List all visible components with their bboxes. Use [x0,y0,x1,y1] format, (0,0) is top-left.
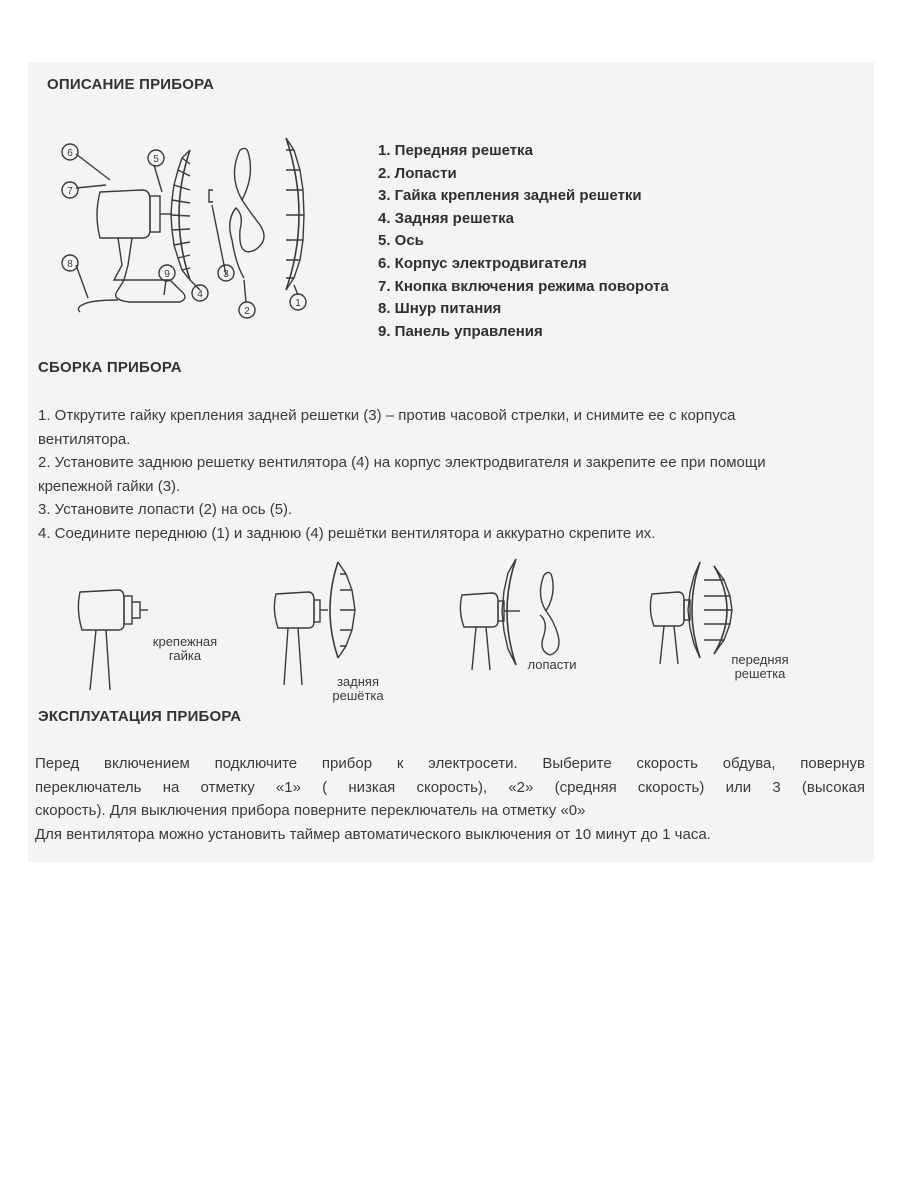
part-item: 3. Гайка крепления задней решетки [378,187,642,205]
parts-list [378,140,669,343]
step-figure-front-grille [648,560,808,685]
operation-line: Для вентилятора можно установить таймер автоматического выключения от 10 минут до 1 часа. [35,825,711,843]
fan-exploded-diagram [50,130,330,330]
step-figure-blades [458,555,608,675]
part-item: 4. Задняя решетка [378,209,515,227]
label-rear-grille-line1: задняя [336,674,380,689]
label-rear-grille-line2: решётка [332,688,384,703]
label-blades: лопасти [527,657,577,672]
operation-heading: ЭКСПЛУАТАЦИЯ ПРИБОРА [38,708,242,725]
assembly-step: 1. Открутите гайку крепления задней решетки (3) – против часовой стрелки, и снимите ее с корпуса вентилятора. [38,407,736,448]
operation-line: переключатель на отметку «1» ( низкая скорость), «2» (средняя скорость) или 3 (высокая [35,778,865,796]
label-front-grille-line1: передняя [731,652,789,667]
label-nut-line2: гайка [168,648,202,663]
part-item: 2. Лопасти [378,164,457,182]
assembly-steps [38,404,818,545]
diagram-num-4: 4 [197,289,203,300]
diagram-num-2: 2 [244,306,250,317]
diagram-num-6: 6 [67,148,73,159]
assembly-step: 4. Соедините переднюю (1) и заднюю (4) решётки вентилятора и аккуратно скрепите их. [38,524,656,542]
assembly-step: 2. Установите заднюю решетку вентилятора (4) на корпус электродвигателя и закрепите ее при помощи крепежной гайки (3). [38,454,766,495]
operation-text [35,752,865,846]
description-heading: ОПИСАНИЕ ПРИБОРА [47,76,215,93]
diagram-num-5: 5 [153,154,159,165]
assembly-heading: СБОРКА ПРИБОРА [38,359,182,376]
operation-line: Перед включением подключите прибор к электросети. Выберите скорость обдува, повернув [35,755,865,772]
diagram-num-9: 9 [164,269,170,280]
diagram-num-3: 3 [223,269,229,280]
part-item: 8. Шнур питания [378,300,502,318]
part-item: 6. Корпус электродвигателя [378,254,587,272]
step-figure-nut [70,580,240,690]
label-front-grille-line2: решетка [734,666,786,681]
operation-line: скорость). Для выключения прибора поверните переключатель на отметку «0» [35,802,586,819]
part-item: 5. Ось [378,232,424,250]
part-item: 9. Панель управления [378,322,543,340]
label-nut-line1: крепежная [152,634,218,649]
part-item: 7. Кнопка включения режима поворота [378,277,669,295]
step-figure-rear-grille [270,560,400,710]
assembly-step: 3. Установите лопасти (2) на ось (5). [38,501,293,518]
diagram-num-8: 8 [67,259,73,270]
part-item: 1. Передняя решетка [378,142,533,159]
diagram-num-7: 7 [67,186,73,197]
diagram-num-1: 1 [295,298,301,309]
